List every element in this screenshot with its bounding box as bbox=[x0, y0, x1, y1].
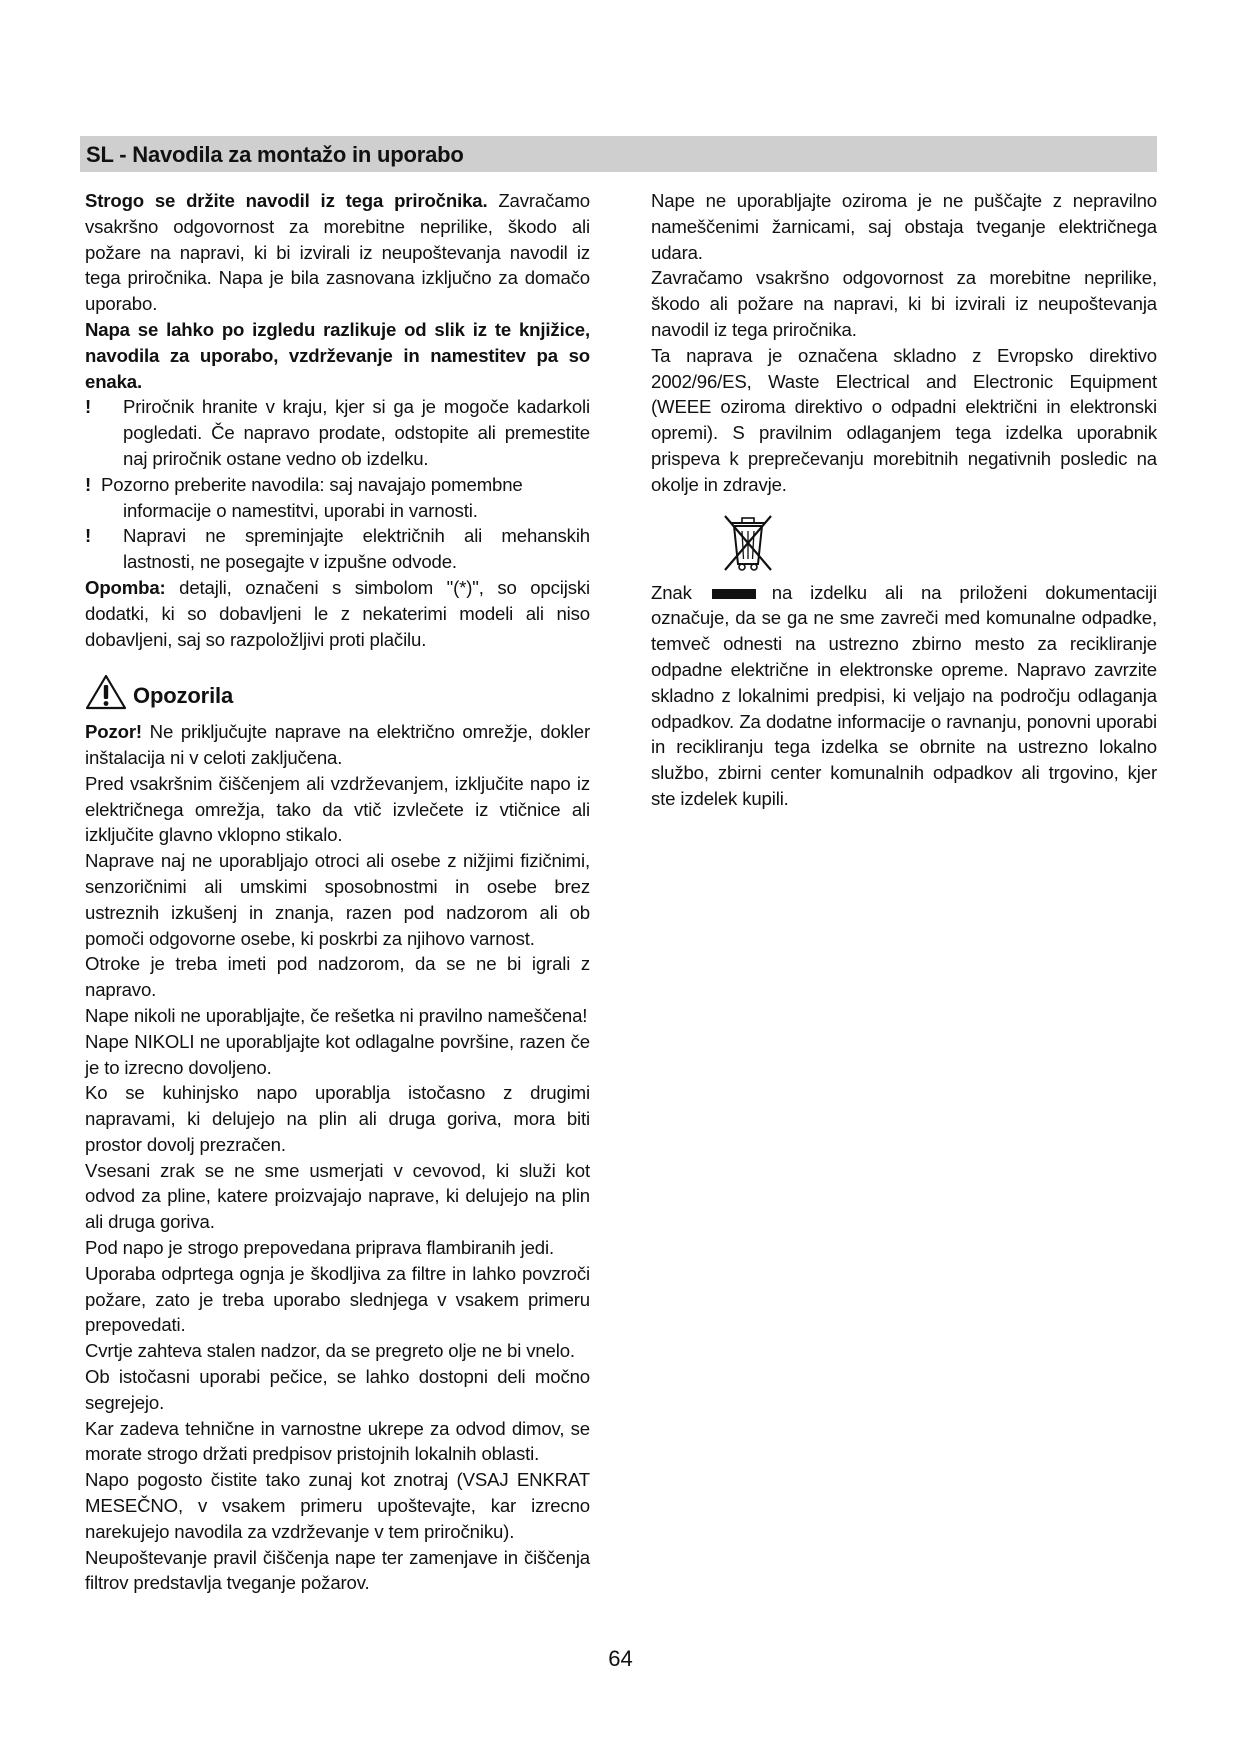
warning-paragraph: Vsesani zrak se ne sme usmerjati v cevovod, ki služi kot odvod za pline, katere proizvajajo naprave, ki delujejo na plin ali druga goriva. bbox=[85, 1159, 590, 1233]
exclamation-mark: ! bbox=[85, 525, 92, 547]
right-column bbox=[651, 188, 1157, 812]
warning-paragraph: Ob istočasni uporabi pečice, se lahko dostopni deli močno segrejejo. bbox=[85, 1366, 590, 1413]
warning-paragraph bbox=[85, 719, 590, 771]
warning-paragraph: Neupoštevanje pravil čiščenja nape ter zamenjave in čiščenja filtrov predstavlja tveganje požarov. bbox=[85, 1546, 590, 1594]
sign-label: Znak bbox=[651, 581, 692, 603]
left-column bbox=[85, 188, 590, 1596]
warning-text: Ne priključujte naprave na električno omrežje, dokler inštalacija ni v celoti zaključena. bbox=[85, 721, 590, 768]
warning-paragraph: Naprave naj ne uporabljajo otroci ali osebe z nižjimi fizičnimi, senzoričnimi ali umskimi sposobnostmi in osebe brez ustreznih izkušenj in znanja, razen pod nadzorom ali ob pomoči odgovorne osebe, ki poskrbi za njihovo varnost. bbox=[85, 850, 590, 949]
warning-paragraph: Cvrtje zahteva stalen nadzor, da se pregreto olje ne bi vnelo. bbox=[85, 1340, 575, 1362]
note-paragraph bbox=[85, 575, 590, 652]
warning-paragraph: Nape NIKOLI ne uporabljajte kot odlagalne površine, razen če je to izrecno dovoljeno. bbox=[85, 1030, 590, 1078]
warning-paragraph: Nape nikoli ne uporabljajte, če rešetka ni pravilno nameščena! bbox=[85, 1004, 588, 1026]
sign-text: na izdelku ali na priloženi dokumentaciji označuje, da se ga ne sme zavreči med komunalne odpadke, temveč odnesti na ustrezno zbirno mesto za recikliranje odpadne električne in elektronske opreme. Napravo zavrzite skladno z lokalnimi predpisi, ki veljajo na področju odlaganja odpadkov. Za dodatne informacije o ravnanju, ponovni uporabi in recikliranju tega izdelka se obrnite na ustrezno lokalno službo, zbirni center komunalnih odpadkov ali trgovino, kjer ste izdelek kupili. bbox=[651, 581, 1157, 809]
intro-bold: Strogo se držite navodil iz tega priročnika. bbox=[85, 190, 488, 211]
liability-paragraph: Zavračamo vsakršno odgovornost za morebitne neprilike, škodo ali požare na napravi, ki bi izvirali iz neupoštevanja navodil iz tega priročnika. bbox=[651, 267, 1157, 340]
bang-item-text: Priročnik hranite v kraju, kjer si ga je mogoče kadarkoli pogledati. Če napravo prodate, odstopite ali premestite naj priročnik ostane vedno ob izdelku. bbox=[123, 396, 590, 469]
bang-item-manual bbox=[85, 394, 590, 471]
section-title: SL - Navodila za montažo in uporabo bbox=[86, 142, 464, 167]
warning-paragraph: Kar zadeva tehnične in varnostne ukrepe za odvod dimov, se morate strogo držati predpisov pristojnih lokalnih oblasti. bbox=[85, 1417, 590, 1465]
note-text: detajli, označeni s simbolom "(*)", so opcijski dodatki, ki so dobavljeni le z nekaterimi modeli ali niso dobavljeni, saj so razpoložljivi proti plačilu. bbox=[85, 576, 590, 650]
warnings-title: Opozorila bbox=[133, 682, 234, 708]
warnings-heading bbox=[85, 674, 590, 717]
warning-paragraph: Pod napo je strogo prepovedana priprava flambiranih jedi. bbox=[85, 1237, 554, 1259]
lamp-warning-paragraph: Nape ne uporabljajte oziroma je ne puščajte z nepravilno nameščenimi žarnicami, saj obstaja tveganje električnega udara. bbox=[651, 190, 1157, 263]
warning-label: Pozor! bbox=[85, 721, 142, 743]
warning-triangle-icon bbox=[85, 674, 127, 717]
exclamation-mark: ! bbox=[85, 473, 92, 495]
appearance-notice: Napa se lahko po izgledu razlikuje od slik iz te knjižice, navodila za uporabo, vzdrževanje in namestitev pa so enaka. bbox=[85, 318, 590, 392]
exclamation-mark: ! bbox=[85, 396, 92, 418]
page-number: 64 bbox=[608, 1646, 633, 1671]
intro-text: Zavračamo vsakršno odgovornost za morebitne neprilike, škodo ali požare na napravi, ki bi izvirali iz neupoštevanja navodil iz tega priročnika. Napa je bila zasnovana izključno za domačo uporabo. bbox=[85, 190, 590, 315]
weee-directive-paragraph: Ta naprava je označena skladno z Evropsko direktivo 2002/96/ES, Waste Electrical and Electronic Equipment (WEEE oziroma direktivo o odpadni električni in elektronski opremi). S pravilnim odlaganjem tega izdelka uporabnik prispeva k preprečevanju morebitnih negativnih posledic na okolje in zdravje. bbox=[651, 344, 1157, 495]
bang-item-text: Pozorno preberite navodila: saj navajajo pomembne bbox=[101, 473, 523, 495]
bang-item-modify bbox=[85, 523, 590, 575]
bang-item-text: Napravi ne spreminjajte električnih ali mehanskih lastnosti, ne posegajte v izpušne odvode. bbox=[123, 525, 590, 573]
bang-item-read bbox=[85, 472, 590, 498]
warning-paragraph: Pred vsakršnim čiščenjem ali vzdrževanjem, izključite napo iz električnega omrežja, tako da vtič izvlečete iz vtičnice ali izključite glavno vklopno stikalo. bbox=[85, 772, 590, 846]
warning-paragraph: Ko se kuhinjsko napo uporablja istočasno z drugimi napravami, ki delujejo na plin ali druga goriva, mora biti prostor dovolj prezračen. bbox=[85, 1082, 590, 1155]
note-label: Opomba: bbox=[85, 576, 166, 598]
warning-paragraph: Uporaba odprtega ognja je škodljiva za filtre in lahko povzroči požare, zato je treba uporabo slednjega v vsakem primeru prepovedati. bbox=[85, 1262, 590, 1336]
black-bar-symbol bbox=[712, 589, 756, 599]
weee-symbol-paragraph bbox=[651, 580, 1157, 812]
warning-paragraph: Napo pogosto čistite tako zunaj kot znotraj (VSAJ ENKRAT MESEČNO, v vsakem primeru upoštevajte, kar izrecno narekujejo navodila za vzdrževanje v tem priročniku). bbox=[85, 1469, 590, 1542]
intro-paragraph bbox=[85, 188, 590, 317]
warning-paragraph: Otroke je treba imeti pod nadzorom, da se ne bi igrali z napravo. bbox=[85, 953, 590, 1001]
bang-item-continuation: informacije o namestitvi, uporabi in varnosti. bbox=[123, 499, 478, 521]
crossed-bin-icon bbox=[713, 512, 783, 572]
